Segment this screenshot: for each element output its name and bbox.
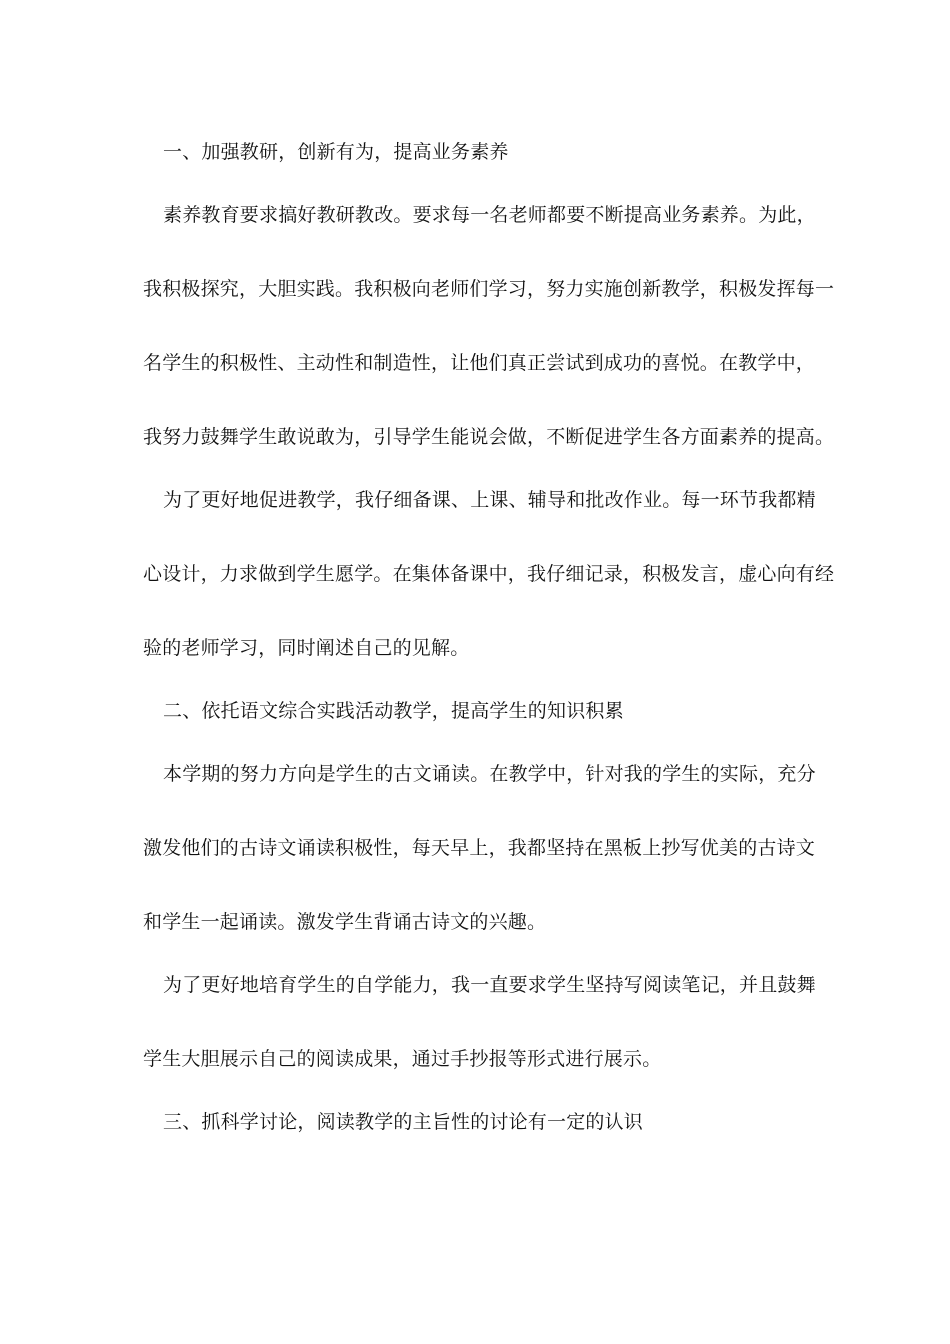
paragraph-line: 和学生一起诵读。激发学生背诵古诗文的兴趣。 — [143, 911, 547, 933]
paragraph-line: 名学生的积极性、主动性和制造性，让他们真正尝试到成功的喜悦。在教学中， — [143, 352, 816, 374]
paragraph-line: 验的老师学习，同时阐述自己的见解。 — [143, 637, 470, 659]
heading-section-1: 一、加强教研，创新有为，提高业务素养 — [163, 141, 509, 163]
heading-section-3: 三、抓科学讨论，阅读教学的主旨性的讨论有一定的认识 — [163, 1111, 644, 1133]
paragraph-line: 为了更好地促进教学，我仔细备课、上课、辅导和批改作业。每一环节我都精 — [163, 489, 816, 511]
paragraph-line: 我积极探究，大胆实践。我积极向老师们学习，努力实施创新教学，积极发挥每一 — [143, 278, 835, 300]
paragraph-line: 学生大胆展示自己的阅读成果，通过手抄报等形式进行展示。 — [143, 1048, 662, 1070]
paragraph-line: 我努力鼓舞学生敢说敢为，引导学生能说会做，不断促进学生各方面素养的提高。 — [143, 426, 835, 448]
paragraph-line: 本学期的努力方向是学生的古文诵读。在教学中，针对我的学生的实际，充分 — [163, 763, 816, 785]
paragraph-line: 心设计，力求做到学生愿学。在集体备课中，我仔细记录，积极发言，虚心向有经 — [143, 563, 835, 585]
heading-section-2: 二、依托语文综合实践活动教学，提高学生的知识积累 — [163, 700, 624, 722]
paragraph-line: 激发他们的古诗文诵读积极性，每天早上，我都坚持在黑板上抄写优美的古诗文 — [143, 837, 816, 859]
paragraph-line: 素养教育要求搞好教研教改。要求每一名老师都要不断提高业务素养。为此， — [163, 204, 816, 226]
paragraph-line: 为了更好地培育学生的自学能力，我一直要求学生坚持写阅读笔记，并且鼓舞 — [163, 974, 816, 996]
